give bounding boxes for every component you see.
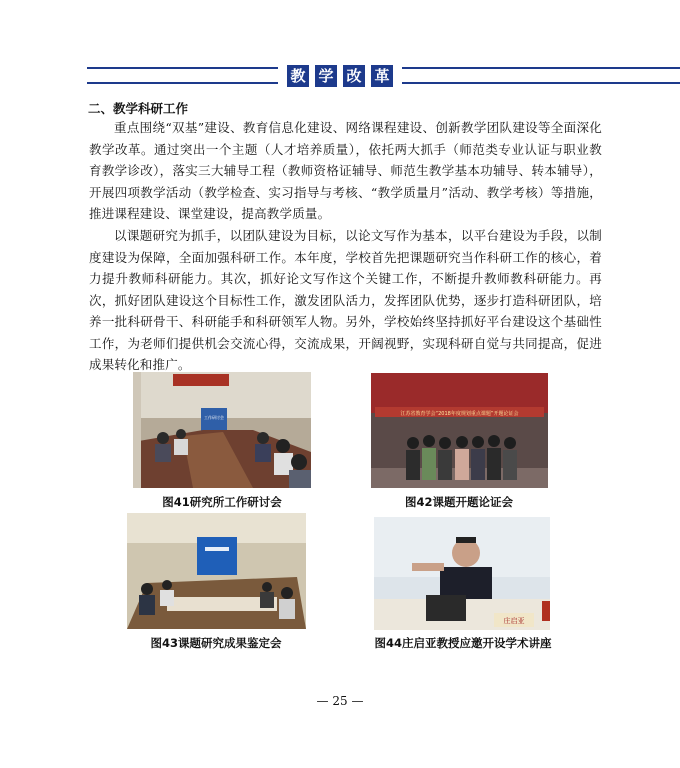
caption-figure-43: 图43课题研究成果鉴定会 [150,636,282,650]
lecture-image [374,517,550,630]
paragraph: 重点围绕“双基”建设、教育信息化建设、网络课程建设、创新教学团队建设等全面深化教学改革。通过突出一个主题（人才培养质量），依托两大抓手（师范类专业认证与职业教育教学诊改），落实三大辅导工程（教师资格证辅导、师范生教学基本功辅导、转本辅导），开展四项教学活动（教学检查、实习指导与考核、“教学质量月”活动、教学考核）等措施，推进课程建设、课堂建设，提高教学质量。 [89,120,602,221]
photo-figure-41 [133,372,311,488]
header-char: 改 [343,65,365,87]
meeting-room-image [133,372,311,488]
photo-figure-42 [371,373,548,488]
header-char: 教 [287,65,309,87]
conference-room-image [127,513,306,629]
caption-figure-42: 图42课题开题论证会 [404,495,513,509]
caption-figure-44: 图44庄启亚教授应邀开设学术讲座 [374,636,552,650]
paragraph: 以课题研究为抓手，以团队建设为目标，以论文写作为基本，以平台建设为手段，以制度建设为保障，全面加强科研工作。本年度，学校首先把课题研究当作科研工作的核心，着力提升教师科研能力。其次，抓好论文写作这个关键工作，不断提升教师教科研能力。再次，抓好团队建设这个目标性工作，激发团队活力，发挥团队优势，逐步打造科研团队，培养一批科研骨干、科研能手和科研领军人物。另外，学校始终坚持抓好平台建设这个基础性工作，为老师们提供机会交流心得，交流成果，开阔视野，实现科研自觉与共同提高，促进成果转化和推广。 [89,228,602,372]
page-header [0,62,680,90]
section-title: 二、教学科研工作 [88,101,189,116]
group-photo-image [371,373,548,488]
header-char: 学 [315,65,337,87]
header-char: 革 [371,65,393,87]
caption-figure-41: 图41研究所工作研讨会 [162,495,282,509]
photo-figure-43 [127,513,306,629]
nameplate-text: 庄启亚 [503,617,525,625]
page-number: — 25 — [316,694,364,708]
screen-text: 工作研讨会 [204,415,224,420]
header-title [278,62,402,90]
photo-figure-44 [374,517,550,630]
banner-text: 江苏省教育学会“2018年度规划重点课题”开题论证会 [400,411,519,417]
